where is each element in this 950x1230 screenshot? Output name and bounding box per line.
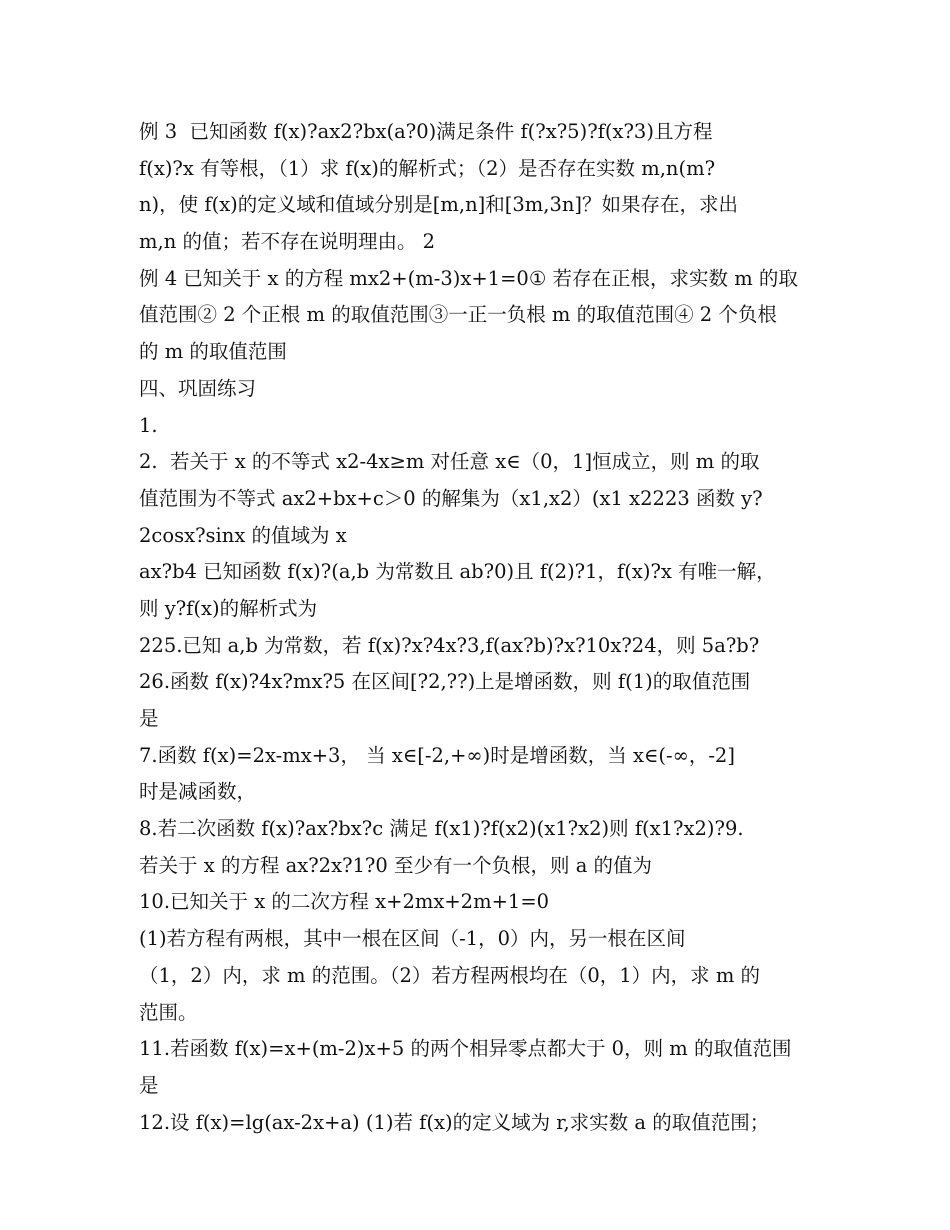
section-heading: 四、巩固练习	[139, 376, 257, 400]
text-line: 值范围② 2 个正根 m 的取值范围③一正一负根 m 的取值范围④ 2 个负根	[139, 303, 777, 327]
text-line: 11.若函数 f(x)=x+(m-2)x+5 的两个相异零点都大于 0，则 m 的取值范围	[139, 1037, 792, 1061]
text-line: 10.已知关于 x 的二次方程 x+2mx+2m+1=0	[139, 890, 550, 914]
text-line: 8.若二次函数 f(x)?ax?bx?c 满足 f(x1)?f(x2)(x1?x2)则 f(x1?x2)?9.	[139, 817, 744, 841]
text-line: 范围。	[139, 1000, 198, 1024]
document-body	[139, 114, 819, 1141]
text-line: 7.函数 f(x)=2x-mx+3， 当 x∈[-2,+∞)时是增函数，当 x∈(-∞，-2]	[139, 743, 735, 767]
text-line: 则 y?f(x)的解析式为	[139, 596, 318, 620]
text-line: ax?b4 已知函数 f(x)?(a,b 为常数且 ab?0)且 f(2)?1，f(x)?x 有唯一解，	[139, 560, 776, 584]
text-line: 12.设 f(x)=lg(ax-2x+a) (1)若 f(x)的定义域为 r,求实数 a 的取值范围；	[139, 1110, 770, 1134]
text-line: n)，使 f(x)的定义域和值域分别是[m,n]和[3m,3n]？如果存在，求出	[139, 193, 739, 217]
text-line: 1.	[139, 413, 158, 437]
text-line: m,n 的值；若不存在说明理由。 2	[139, 230, 436, 254]
text-line: 时是减函数，	[139, 780, 257, 804]
text-line: 值范围为不等式 ax2+bx+c＞0 的解集为（x1,x2）(x1 x2223 函数 y?	[139, 486, 763, 510]
text-line: 225.已知 a,b 为常数，若 f(x)?x?4x?3,f(ax?b)?x?10x?24，则 5a?b?	[139, 633, 760, 657]
text-line: f(x)?x 有等根，（1）求 f(x)的解析式；（2）是否存在实数 m,n(m?	[139, 156, 716, 180]
text-line: 的 m 的取值范围	[139, 340, 287, 364]
text-line: 若关于 x 的方程 ax?2x?1?0 至少有一个负根，则 a 的值为	[139, 853, 653, 877]
text-line: 2. 若关于 x 的不等式 x2-4x≥m 对任意 x∈（0，1]恒成立，则 m 的取	[139, 450, 760, 474]
text-line: (1)若方程有两根，其中一根在区间（-1，0）内，另一根在区间	[139, 927, 686, 951]
text-line: 例 4 已知关于 x 的方程 mx2+(m-3)x+1=0① 若存在正根，求实数 m 的取	[139, 266, 798, 290]
text-line: 例 3 已知函数 f(x)?ax2?bx(a?0)满足条件 f(?x?5)?f(x?3)且方程	[139, 120, 713, 143]
text-line: （1，2）内，求 m 的范围。（2）若方程两根均在（0，1）内，求 m 的	[139, 963, 761, 987]
text-line: 是	[139, 707, 159, 730]
text-line: 26.函数 f(x)?4x?mx?5 在区间[?2,??)上是增函数，则 f(1)的取值范围	[139, 670, 751, 694]
text-line: 2cosx?sinx 的值域为 x	[139, 523, 347, 547]
text-line: 是	[139, 1073, 159, 1097]
